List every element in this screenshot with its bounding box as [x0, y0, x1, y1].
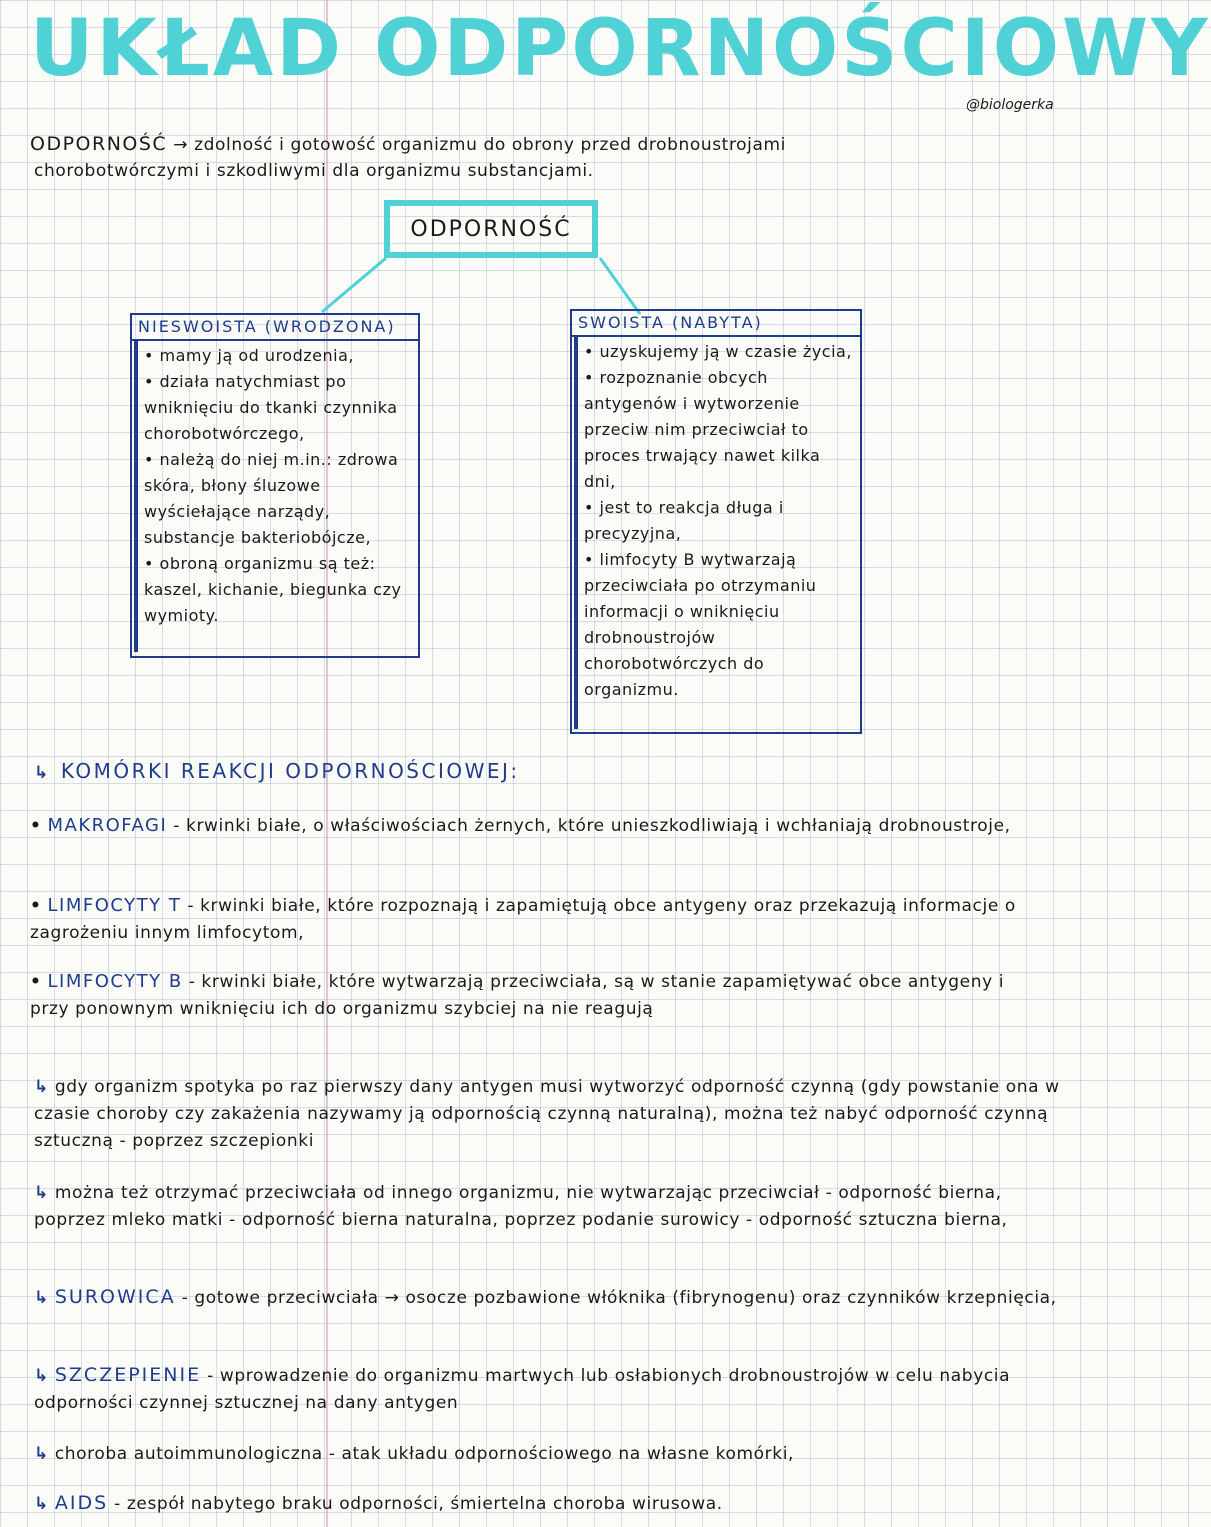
cell-term: LIMFOCYTY T	[47, 895, 182, 916]
arrow-bullet-icon: ↳	[34, 1183, 49, 1203]
note-text: - wprowadzenie do organizmu martwych lub osłabionych drobnoustrojów w celu nabycia odporności czynnej sztucznej na dany antygen	[34, 1366, 1011, 1413]
arrow-bullet-icon: ↳	[34, 1444, 49, 1464]
note-aids	[34, 1490, 1064, 1518]
cell-desc: - krwinki białe, które rozpoznają i zapamiętują obce antygeny oraz przekazują informacje o zagrożeniu innym limfocytom,	[30, 896, 1016, 943]
innate-immunity-header: NIESWOISTA (WRODZONA)	[132, 315, 418, 341]
note-text: choroba autoimmunologiczna - atak układu odpornościowego na własne komórki,	[54, 1444, 795, 1464]
cells-section-heading: KOMÓRKI REAKCJI ODPORNOŚCIOWEJ:	[60, 759, 520, 783]
cell-term: LIMFOCYTY B	[47, 971, 183, 992]
note-term: SUROWICA	[54, 1286, 176, 1308]
arrow-bullet-icon: ↳	[34, 763, 49, 783]
adaptive-immunity-header: SWOISTA (NABYTA)	[572, 311, 860, 337]
adaptive-immunity-text: • uzyskujemy ją w czasie życia, • rozpoznanie obcych antygenów i wytworzenie przeciw nim przeciwciał to proces trwający nawet kilka dni, • jest to reakcja długa i precyzyjna, • limfocyty B wytwarzają przeciwciała po otrzymaniu informacji o wniknięciu drobnoustrojów chorobotwórczych do organizmu.	[584, 342, 852, 699]
note-passive-immunity	[34, 1180, 1064, 1234]
note-text: - zespół nabytego braku odporności, śmiertelna choroba wirusowa.	[108, 1494, 723, 1514]
note-text: - gotowe przeciwciała → osocze pozbawione włóknika (fibrynogenu) oraz czynników krzepnięcia,	[175, 1288, 1057, 1308]
note-autoimmune	[34, 1441, 1064, 1468]
adaptive-immunity-body-wrap	[574, 337, 860, 729]
cell-item-macrophages: • MAKROFAGI - krwinki białe, o właściwościach żernych, które unieszkodliwiają i wchłaniają drobnoustroje,	[30, 815, 1011, 836]
note-term: SZCZEPIENIE	[54, 1364, 202, 1386]
note-active-immunity	[34, 1074, 1064, 1155]
connector-right	[600, 258, 640, 314]
note-text: gdy organizm spotyka po raz pierwszy dany antygen musi wytworzyć odporność czynną (gdy powstanie ona w czasie choroby czy zakażenia nazywamy ją odpornością czynną naturalną), można też nabyć odporność czynną sztuczną - poprzez szczepionki	[34, 1077, 1060, 1151]
cell-item-b-lymphocytes: • LIMFOCYTY B - krwinki białe, które wytwarzają przeciwciała, są w stanie zapamiętywać obce antygeny i przy ponownym wniknięciu ich do organizmu szybciej na nie reagują	[30, 971, 1005, 1019]
page-title: UKŁAD ODPORNOŚCIOWY	[30, 4, 1211, 94]
arrow-bullet-icon: ↳	[34, 1077, 49, 1097]
definition-text-1: zdolność i gotowość organizmu do obrony przed drobnoustrojami	[194, 135, 786, 155]
innate-immunity-body-wrap	[134, 341, 418, 652]
definition-text-2: chorobotwórczymi i szkodliwymi dla organizmu substancjami.	[34, 161, 594, 181]
arrow-icon: →	[173, 135, 189, 155]
diagram-connectors	[0, 0, 1080, 330]
note-text: można też otrzymać przeciwciała od innego organizmu, nie wytwarzając przeciwciał - odporność bierna, poprzez mleko matki - odporność bierna naturalna, poprzez podanie surowicy - odporność sztuczna bierna,	[34, 1183, 1008, 1230]
cells-section-heading-row	[34, 760, 520, 784]
note-vaccination	[34, 1362, 1064, 1417]
cell-item-t-lymphocytes: • LIMFOCYTY T - krwinki białe, które rozpoznają i zapamiętują obce antygeny oraz przekazują informacje o zagrożeniu innym limfocytom,	[30, 895, 1016, 943]
adaptive-immunity-box	[570, 309, 862, 734]
definition-term: ODPORNOŚĆ	[30, 133, 168, 155]
arrow-bullet-icon: ↳	[34, 1366, 49, 1386]
cell-desc: - krwinki białe, o właściwościach żernych, które unieszkodliwiają i wchłaniają drobnoustroje,	[167, 816, 1011, 836]
arrow-bullet-icon: ↳	[34, 1494, 49, 1514]
diagram-root-box: ODPORNOŚĆ	[384, 200, 598, 258]
connector-left	[322, 258, 386, 312]
arrow-bullet-icon: ↳	[34, 1288, 49, 1308]
innate-immunity-text: • mamy ją od urodzenia, • działa natychmiast po wniknięciu do tkanki czynnika chorobotwórczego, • należą do niej m.in.: zdrowa skóra, błony śluzowe wyściełające narządy, substancje bakteriobójcze, • obroną organizmu są też: kaszel, kichanie, biegunka czy wymioty.	[144, 346, 402, 625]
cell-desc: - krwinki białe, które wytwarzają przeciwciała, są w stanie zapamiętywać obce antygeny i przy ponownym wniknięciu ich do organizmu szybciej na nie reagują	[30, 972, 1005, 1019]
innate-immunity-box	[130, 313, 420, 658]
note-serum	[34, 1284, 1064, 1312]
cell-term: MAKROFAGI	[47, 815, 168, 836]
note-term: AIDS	[54, 1492, 109, 1514]
author-signature: @biologerka	[966, 97, 1054, 113]
